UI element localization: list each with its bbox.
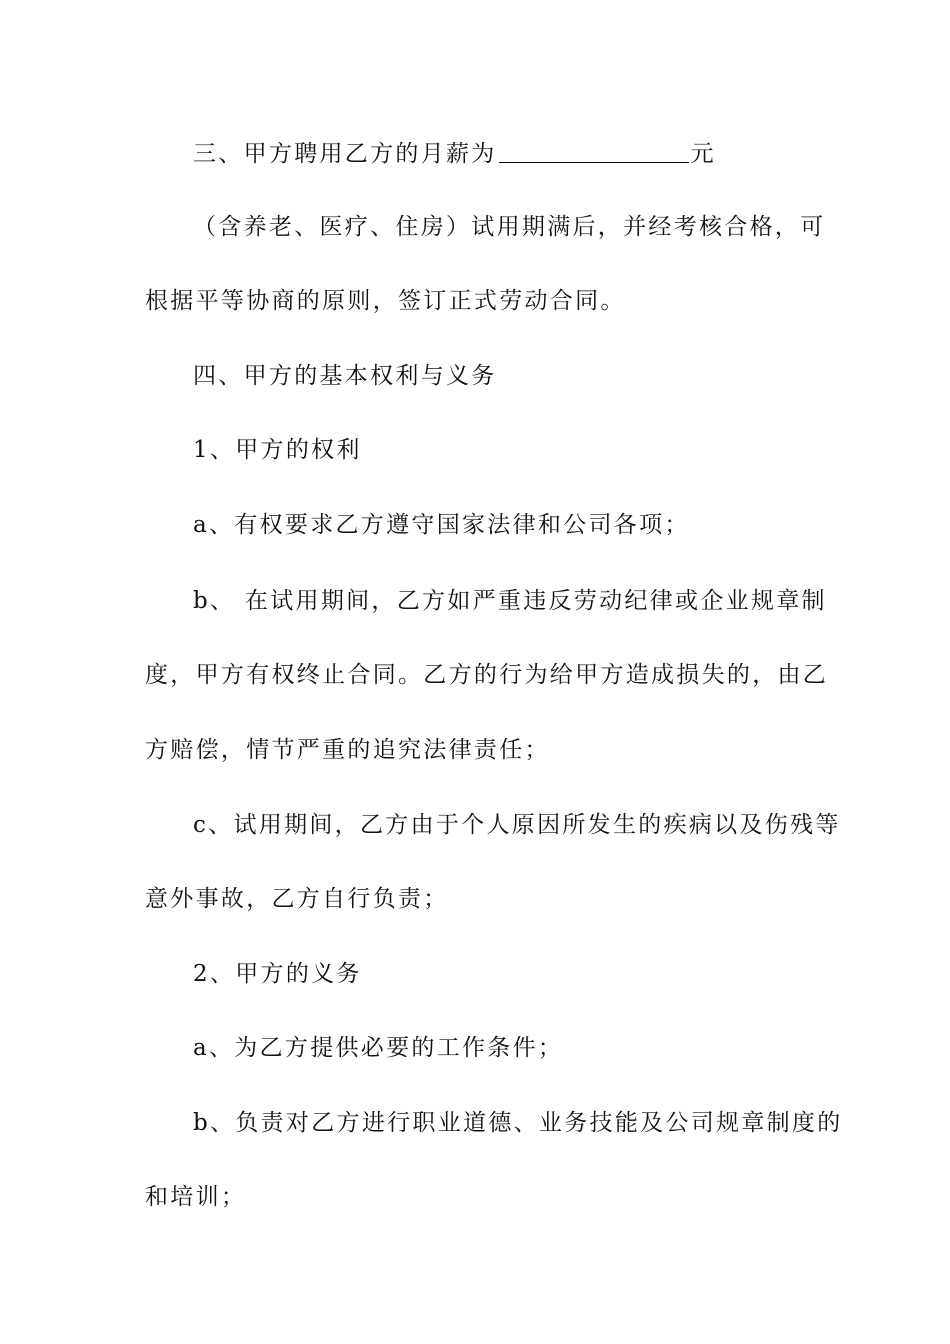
paragraph-line: 根据平等协商的原则，签订正式劳动合同。 (145, 288, 626, 314)
paragraph-salary (193, 138, 873, 170)
subsection-heading: 2、甲方的义务 (193, 961, 362, 987)
paragraph-line: a、为乙方提供必要的工作条件； (193, 1035, 564, 1061)
paragraph-line: a、有权要求乙方遵守国家法律和公司各项； (193, 512, 690, 538)
section-heading: 四、甲方的基本权利与义务 (193, 363, 497, 389)
paragraph-line: 意外事故，乙方自行负责； (145, 886, 449, 912)
salary-blank[interactable] (499, 140, 689, 163)
paragraph-line: 度，甲方有权终止合同。乙方的行为给甲方造成损失的，由乙 (145, 662, 829, 688)
paragraph-line: 方赔偿，情节严重的追究法律责任； (145, 737, 550, 763)
salary-label: 三、甲方聘用乙方的月薪为 (193, 141, 497, 167)
paragraph-line: （含养老、医疗、住房）试用期满后，并经考核合格，可 (193, 214, 826, 240)
salary-unit: 元 (690, 141, 716, 167)
paragraph-line: 和培训； (145, 1184, 247, 1210)
paragraph-line: b、负责对乙方进行职业道德、业务技能及公司规章制度的 (193, 1110, 843, 1136)
paragraph-line: b、 在试用期间，乙方如严重违反劳动纪律或企业规章制 (193, 588, 827, 614)
subsection-heading: 1、甲方的权利 (193, 437, 362, 463)
paragraph-line: c、试用期间，乙方由于个人原因所发生的疾病以及伤残等 (193, 812, 841, 838)
